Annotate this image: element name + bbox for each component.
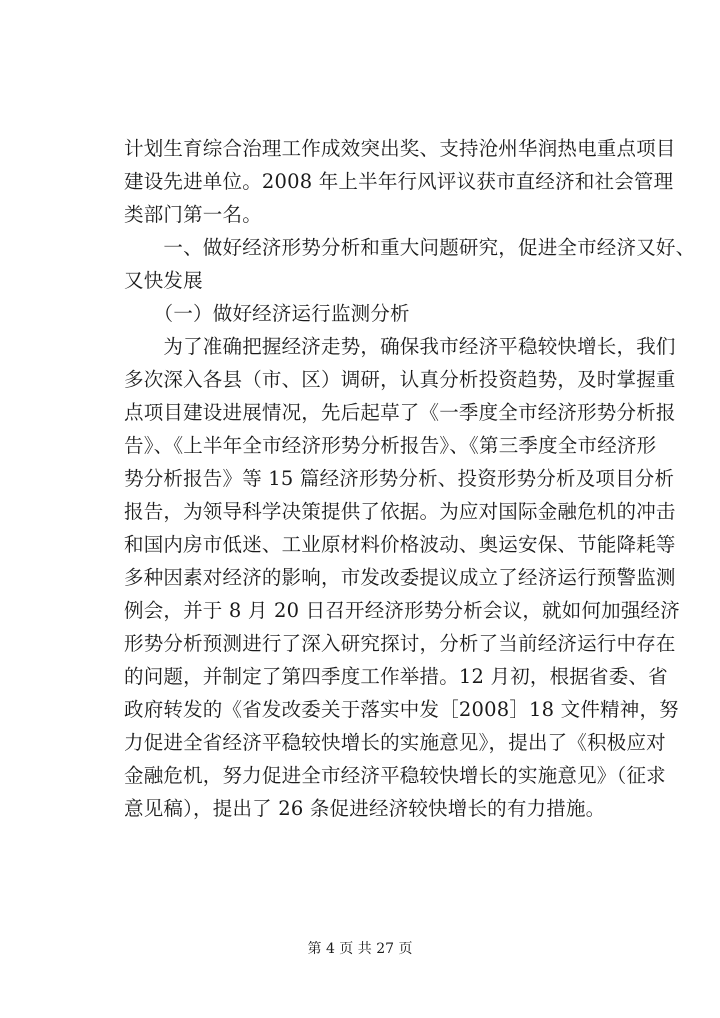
text-line: 计划生育综合治理工作成效突出奖、支持沧州华润热电重点项目 — [124, 137, 676, 160]
text-line: 力促进全省经济平稳较快增长的实施意见》，提出了《积极应对 — [124, 731, 666, 754]
paragraph-p1 — [124, 132, 676, 231]
paragraph-heading2 — [124, 297, 604, 330]
page-footer — [0, 938, 720, 958]
text-line: 多次深入各县（市、区）调研，认真分析投资趋势，及时掌握重 — [124, 368, 676, 391]
paragraph-heading1 — [124, 231, 696, 297]
text-line: 多种因素对经济的影响，市发改委提议成立了经济运行预警监测 — [124, 566, 676, 589]
text-line: 建设先进单位。2008 年上半年行风评议获市直经济和社会管理 — [124, 170, 674, 193]
text-line: 报告，为领导科学决策提供了依据。为应对国际金融危机的冲击 — [124, 500, 676, 523]
text-line: 一、做好经济形势分析和重大问题研究，促进全市经济又好、 — [124, 236, 696, 259]
document-body — [124, 132, 696, 825]
text-line: 点项目建设进展情况，先后起草了《一季度全市经济形势分析报 — [124, 401, 676, 424]
text-line: 政府转发的《省发改委关于落实中发［2008］18 文件精神，努 — [124, 698, 679, 721]
text-line: 又快发展 — [124, 269, 203, 292]
text-line: 金融危机，努力促进全市经济平稳较快增长的实施意见》（征求 — [124, 764, 666, 787]
text-line: 类部门第一名。 — [124, 203, 262, 226]
text-line: 势分析报告》等 15 篇经济形势分析、投资形势分析及项目分析 — [124, 467, 675, 490]
page-number: 第 4 页 共 27 页 — [307, 941, 413, 957]
text-line: 的问题，并制定了第四季度工作举措。12 月初，根据省委、省 — [124, 665, 668, 688]
text-line: （一）做好经济运行监测分析 — [124, 302, 410, 325]
text-line: 形势分析预测进行了深入研究探讨，分析了当前经济运行中存在 — [124, 632, 676, 655]
text-line: 例会，并于 8 月 20 日召开经济形势分析会议，就如何加强经济 — [124, 599, 680, 622]
text-line: 为了准确把握经济走势，确保我市经济平稳较快增长，我们 — [124, 335, 676, 358]
text-line: 和国内房市低迷、工业原材料价格波动、奥运安保、节能降耗等 — [124, 533, 676, 556]
text-line: 告》、《上半年全市经济形势分析报告》、《第三季度全市经济形 — [124, 434, 657, 457]
text-line: 意见稿），提出了 26 条促进经济较快增长的有力措施。 — [124, 797, 606, 820]
paragraph-p2 — [124, 330, 680, 825]
